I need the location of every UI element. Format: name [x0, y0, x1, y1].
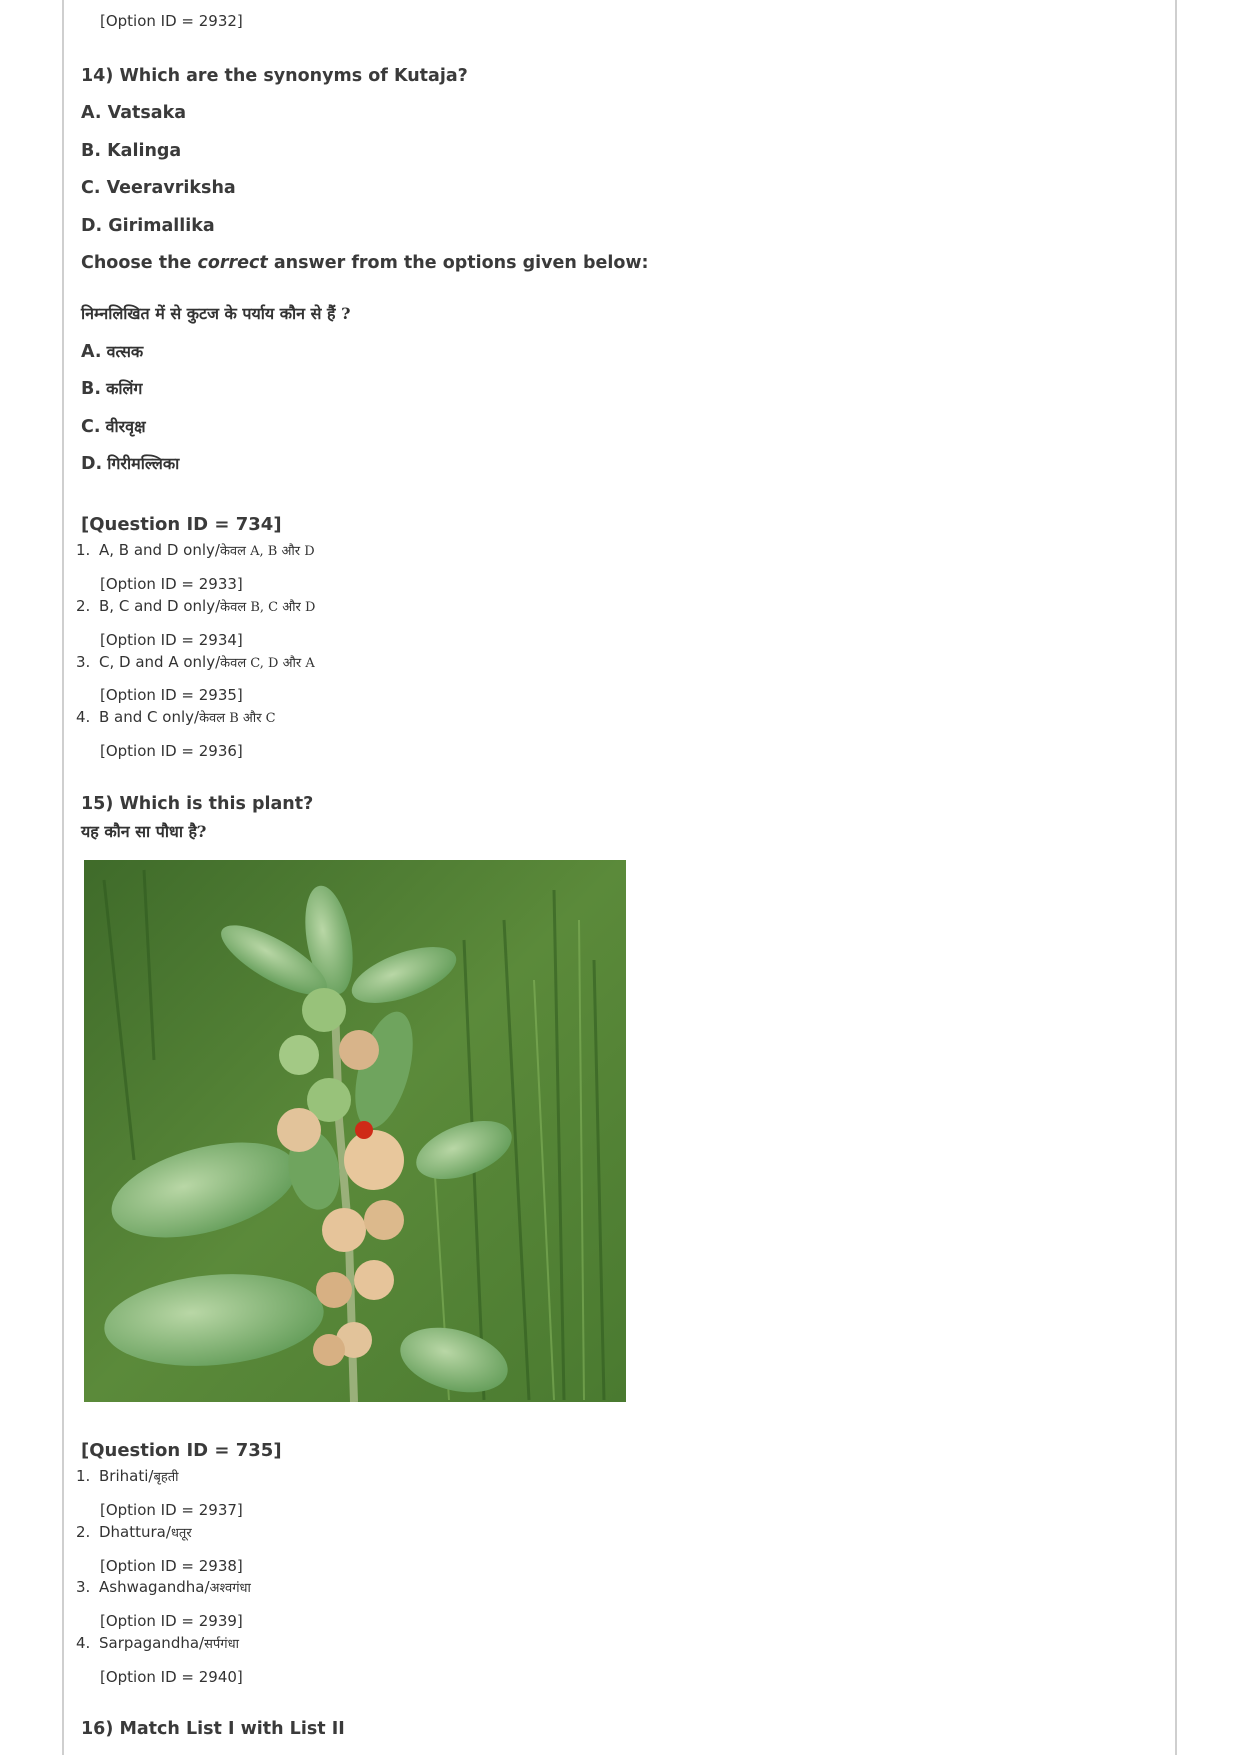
- option-text-hi: केवल C, D और A: [220, 656, 315, 671]
- option-text-en: Brihati/: [99, 1467, 154, 1485]
- option-id: [Option ID = 2936]: [100, 742, 243, 760]
- option-text-en: C, D and A only/: [99, 653, 221, 671]
- q15-answer-option-3[interactable]: [76, 1578, 251, 1596]
- option-number: 3.: [76, 1578, 91, 1596]
- option-text-hi: अश्वगंधा: [209, 1581, 251, 1596]
- plant-photo: [84, 860, 626, 1402]
- q14-instruction-pre: Choose the: [81, 253, 198, 273]
- option-text-hi: केवल A, B और D: [219, 544, 315, 559]
- option-id: [Option ID = 2940]: [100, 1668, 243, 1686]
- option-number: 4.: [76, 708, 91, 726]
- option-id: [Option ID = 2937]: [100, 1501, 243, 1519]
- question-id-734: [Question ID = 734]: [81, 514, 282, 535]
- option-text-en: Sarpagandha/: [99, 1634, 205, 1652]
- question-15-title: 15) Which is this plant?: [81, 794, 314, 814]
- question-16-title: 16) Match List I with List II: [81, 1719, 345, 1739]
- option-text-hi: केवल B, C और D: [220, 600, 316, 615]
- option-id: [Option ID = 2934]: [100, 631, 243, 649]
- option-number: 2.: [76, 597, 91, 615]
- q14-hindi-question: निम्नलिखित में से कुटज के पर्याय कौन से हैं ?: [81, 304, 351, 323]
- option-text-en: Ashwagandha/: [99, 1578, 210, 1596]
- statement-text: वीरवृक्ष: [105, 417, 146, 436]
- q14-hindi-statement-a: [81, 340, 143, 362]
- q14-answer-option-2[interactable]: [76, 597, 315, 615]
- q14-instruction-emphasis: correct: [197, 253, 268, 273]
- q14-instruction-post: answer from the options given below:: [267, 253, 649, 273]
- question-id-735: [Question ID = 735]: [81, 1440, 282, 1461]
- q14-answer-option-4[interactable]: [76, 708, 276, 726]
- statement-label: A.: [81, 342, 102, 362]
- option-text-en: A, B and D only/: [99, 541, 220, 559]
- q14-statement-a: A. Vatsaka: [81, 103, 187, 123]
- q14-answer-option-3[interactable]: [76, 653, 315, 671]
- option-id: [Option ID = 2938]: [100, 1557, 243, 1575]
- q14-instruction: [81, 253, 649, 273]
- page-border-right: [1175, 0, 1177, 1755]
- option-text-en: B and C only/: [99, 708, 200, 726]
- q14-statement-d: D. Girimallika: [81, 216, 215, 236]
- option-number: 1.: [76, 541, 91, 559]
- option-number: 4.: [76, 1634, 91, 1652]
- q14-hindi-statement-b: [81, 377, 142, 399]
- option-text-hi: धतूर: [170, 1526, 192, 1541]
- option-text-hi: केवल B और C: [199, 711, 276, 726]
- option-text-en: Dhattura/: [99, 1523, 171, 1541]
- statement-text: गिरीमल्लिका: [107, 454, 180, 473]
- statement-label: D.: [81, 454, 103, 474]
- option-id: [Option ID = 2939]: [100, 1612, 243, 1630]
- q15-answer-option-2[interactable]: [76, 1523, 192, 1541]
- question-14-title: 14) Which are the synonyms of Kutaja?: [81, 66, 468, 86]
- q14-statement-b: B. Kalinga: [81, 141, 182, 161]
- page-border-left: [62, 0, 64, 1755]
- q15-hindi-question: यह कौन सा पौधा है?: [81, 822, 207, 841]
- option-id: [Option ID = 2933]: [100, 575, 243, 593]
- option-number: 2.: [76, 1523, 91, 1541]
- q15-answer-option-4[interactable]: [76, 1634, 239, 1652]
- option-text-hi: बृहती: [153, 1470, 179, 1485]
- option-id: [Option ID = 2932]: [100, 12, 243, 30]
- q14-hindi-statement-d: [81, 452, 179, 474]
- option-number: 1.: [76, 1467, 91, 1485]
- statement-label: B.: [81, 379, 101, 399]
- option-id: [Option ID = 2935]: [100, 686, 243, 704]
- q15-answer-option-1[interactable]: [76, 1467, 179, 1485]
- q14-statement-c: C. Veeravriksha: [81, 178, 236, 198]
- statement-label: C.: [81, 417, 101, 437]
- option-text-hi: सर्पगंधा: [204, 1637, 239, 1652]
- statement-text: कलिंग: [106, 379, 143, 398]
- q14-answer-option-1[interactable]: [76, 541, 315, 559]
- q14-hindi-statement-c: [81, 415, 146, 437]
- option-text-en: B, C and D only/: [99, 597, 221, 615]
- statement-text: वत्सक: [106, 342, 144, 361]
- option-number: 3.: [76, 653, 91, 671]
